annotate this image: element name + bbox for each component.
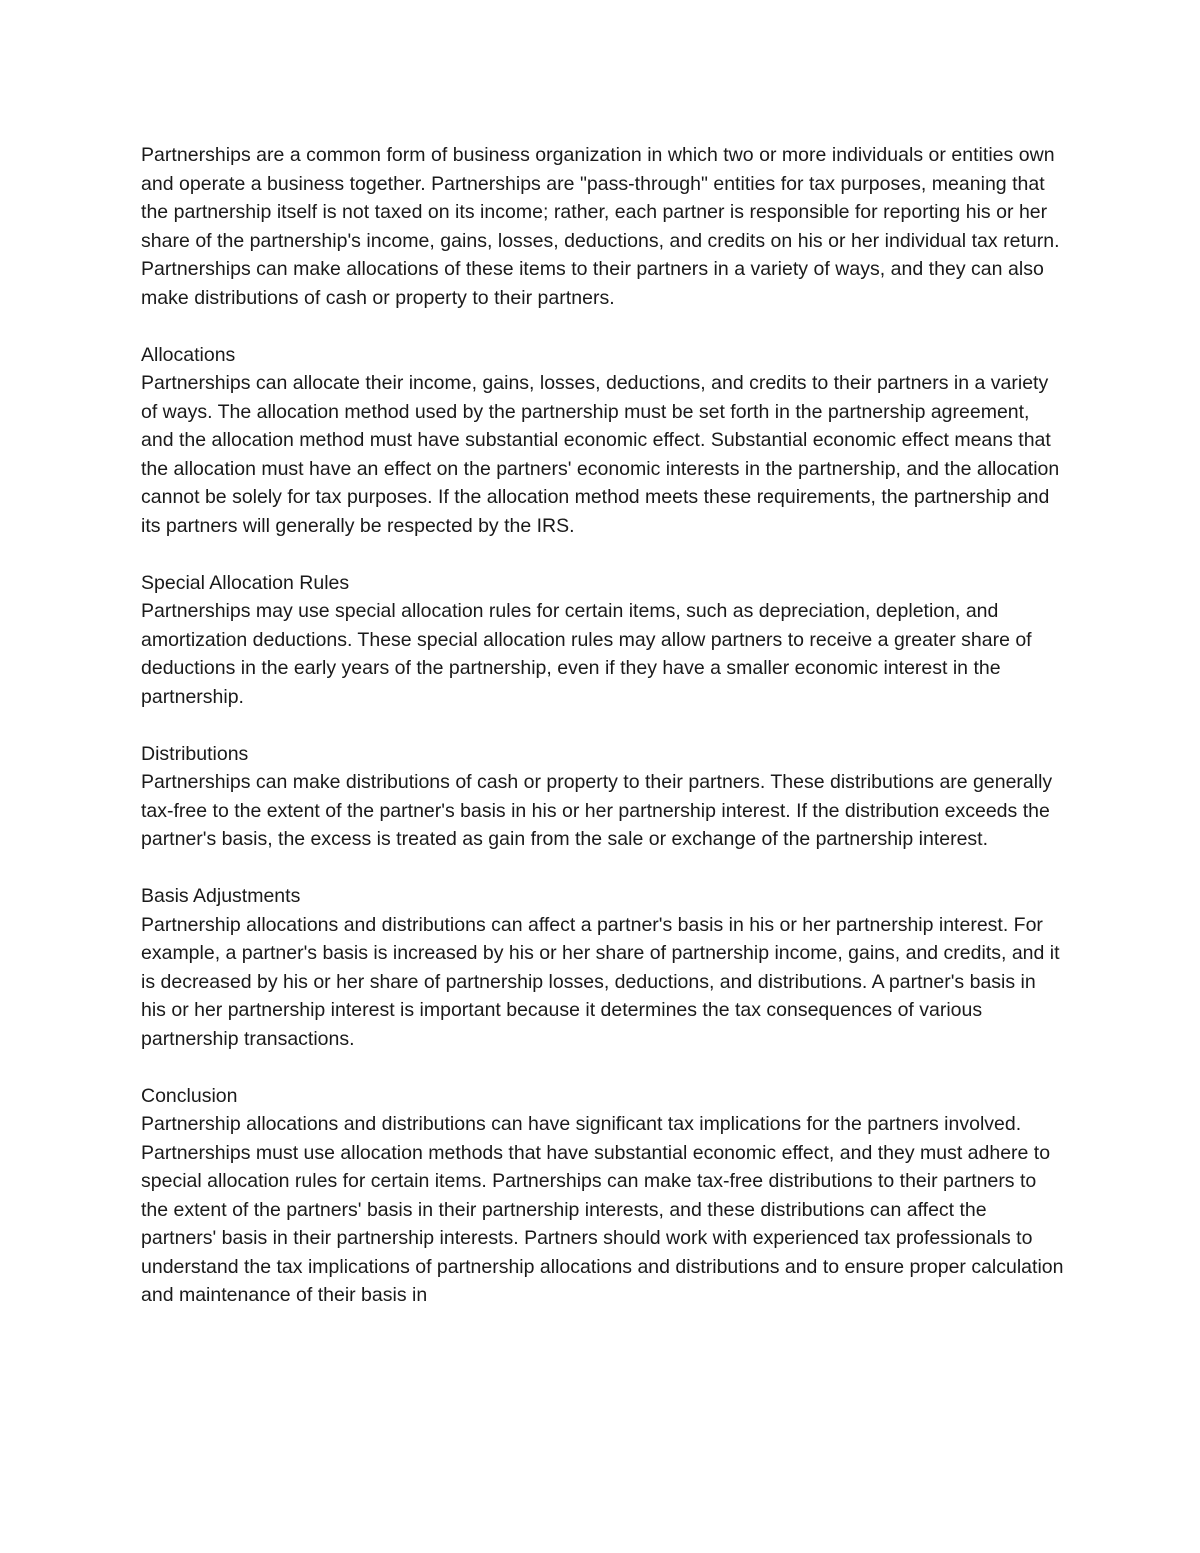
section-heading: Special Allocation Rules — [141, 571, 350, 594]
section-conclusion — [141, 1082, 1066, 1310]
section-heading: Conclusion — [141, 1084, 238, 1107]
section-heading: Distributions — [141, 742, 249, 765]
section-paragraph: Partnerships can allocate their income, gains, losses, deductions, and credits to their partners in a variety of ways. The allocation method used by the partnership must be set forth in the partnership agreement, and the allocation method must have substantial economic effect. Substantial economic effect means that the allocation must have an effect on the partners' economic interests in the partnership, and the allocation cannot be solely for tax purposes. If the allocation method meets these requirements, the partnership and its partners will generally be respected by the IRS. — [141, 372, 1060, 537]
intro-paragraph: Partnerships are a common form of business organization in which two or more individuals or entities own and operate a business together. Partnerships are "pass-through" entities for tax purposes, meaning that the partnership itself is not taxed on its income; rather, each partner is responsible for reporting his or her share of the partnership's income, gains, losses, deductions, and credits on his or her individual tax return. Partnerships can make allocations of these items to their partners in a variety of ways, and they can also make distributions of cash or property to their partners. — [141, 144, 1060, 309]
section-paragraph: Partnerships may use special allocation rules for certain items, such as depreciation, depletion, and amortization deductions. These special allocation rules may allow partners to receive a greater share of deductions in the early years of the partnership, even if they have a smaller economic interest in the partnership. — [141, 600, 1032, 708]
section-allocations — [141, 341, 1066, 541]
section-paragraph: Partnership allocations and distributions can affect a partner's basis in his or her partnership interest. For example, a partner's basis is increased by his or her share of partnership income, gains, and credits, and it is decreased by his or her share of partnership losses, deductions, and distributions. A partner's basis in his or her partnership interest is important because it determines the tax consequences of various partnership transactions. — [141, 913, 1060, 1050]
section-special-allocation-rules — [141, 569, 1066, 712]
section-paragraph: Partnerships can make distributions of cash or property to their partners. These distributions are generally tax-free to the extent of the partner's basis in his or her partnership interest. If the distribution exceeds the partner's basis, the excess is treated as gain from the sale or exchange of the partnership interest. — [141, 771, 1053, 850]
section-heading: Basis Adjustments — [141, 885, 301, 907]
document-body — [141, 141, 1066, 1338]
section-paragraph: Partnership allocations and distributions can have significant tax implications for the partners involved. Partnerships must use allocation methods that have substantial economic effect, and they must adhere to special allocation rules for certain items. Partnerships can make tax-free distributions to their partners to the extent of the partners' basis in their partnership interests, and these distributions can affect the partners' basis in their partnership interests. Partners should work with experienced tax professionals to understand the tax implications of partnership allocations and distributions and to ensure proper calculation and maintenance of their basis in — [141, 1113, 1064, 1306]
section-distributions — [141, 740, 1066, 854]
section-heading: Allocations — [141, 343, 236, 366]
section-basis-adjustments — [141, 882, 1066, 1053]
intro-block — [141, 141, 1066, 312]
